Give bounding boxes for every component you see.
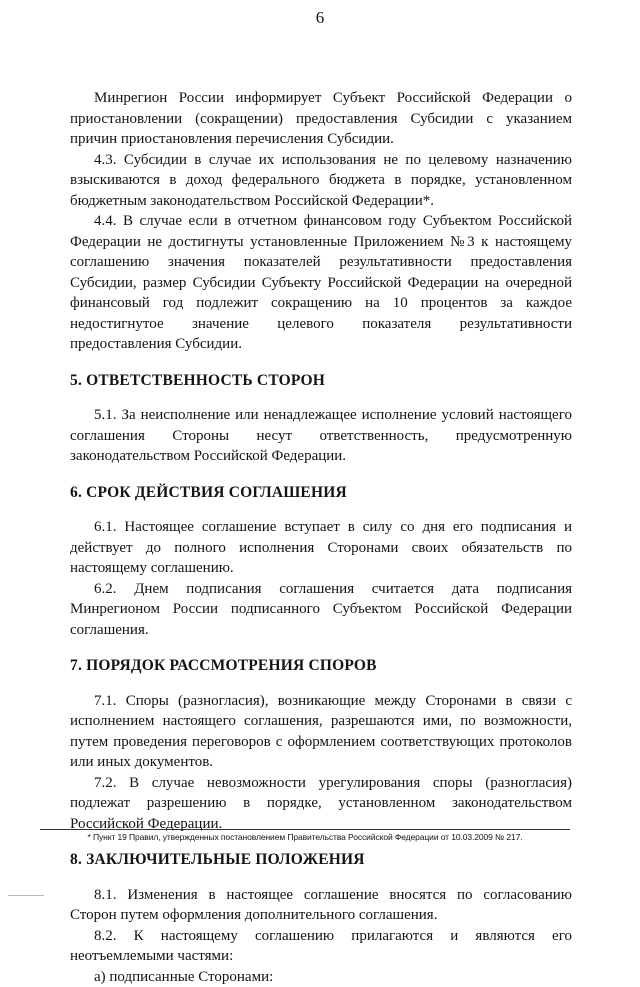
paragraph-8-2: 8.2. К настоящему соглашению прилагаются и являются его неотъемлемыми частями: xyxy=(70,926,572,967)
section-heading-5: 5. ОТВЕТСТВЕННОСТЬ СТОРОН xyxy=(70,371,572,392)
paragraph-6-2: 6.2. Днем подписания соглашения считается дата подписания Минрегионом России подписанного Субъектом Российской Федерации соглашения. xyxy=(70,579,572,641)
paragraph-4-4: 4.4. В случае если в отчетном финансовом году Субъектом Российской Федерации не достигнуты установленные Приложением №3 к настоящему соглашению значения показателей результативности предоставления Субсидии, размер Субсидии Субъекту Российской Федерации на очередной финансовый год подлежит сокращению на 10 процентов за каждое недостигнутое значение целевого показателя результативности предоставления Субсидии. xyxy=(70,211,572,355)
footnote: * Пункт 19 Правил, утвержденных постановлением Правительства Российской Федерации от 10.03.2009 № 217. xyxy=(40,832,570,842)
section-heading-7: 7. ПОРЯДОК РАССМОТРЕНИЯ СПОРОВ xyxy=(70,656,572,677)
document-body xyxy=(70,88,572,987)
section-heading-8: 8. ЗАКЛЮЧИТЕЛЬНЫЕ ПОЛОЖЕНИЯ xyxy=(70,850,572,871)
paragraph-6-1: 6.1. Настоящее соглашение вступает в силу со дня его подписания и действует до полного исполнения Сторонами своих обязательств по настоящему соглашению. xyxy=(70,517,572,579)
paragraph-8-1: 8.1. Изменения в настоящее соглашение вносятся по согласованию Сторон путем оформления дополнительного соглашения. xyxy=(70,885,572,926)
paragraph-7-1: 7.1. Споры (разногласия), возникающие между Сторонами в связи с исполнением настоящего соглашения, разрешаются ими, по возможности, путем проведения переговоров с оформлением соответствующих протоколов или иных документов. xyxy=(70,691,572,773)
page-number: 6 xyxy=(0,8,640,28)
footnote-divider xyxy=(40,829,570,830)
paragraph-5-1: 5.1. За неисполнение или ненадлежащее исполнение условий настоящего соглашения Стороны несут ответственность, предусмотренную законодательством Российской Федерации. xyxy=(70,405,572,467)
page-edge-divider xyxy=(8,895,44,896)
paragraph-7-2: 7.2. В случае невозможности урегулирования споры (разногласия) подлежат разрешению в порядке, установленном законодательством Российской Федерации. xyxy=(70,773,572,835)
section-heading-6: 6. СРОК ДЕЙСТВИЯ СОГЛАШЕНИЯ xyxy=(70,483,572,504)
paragraph-subsidy-suspension: Минрегион России информирует Субъект Российской Федерации о приостановлении (сокращении) предоставления Субсидии с указанием причин приостановления перечисления Субсидии. xyxy=(70,88,572,150)
paragraph-8-2-a: а) подписанные Сторонами: xyxy=(70,967,572,987)
paragraph-4-3: 4.3. Субсидии в случае их использования не по целевому назначению взыскиваются в доход федерального бюджета в порядке, установленном бюджетным законодательством Российской Федерации*. xyxy=(70,150,572,212)
